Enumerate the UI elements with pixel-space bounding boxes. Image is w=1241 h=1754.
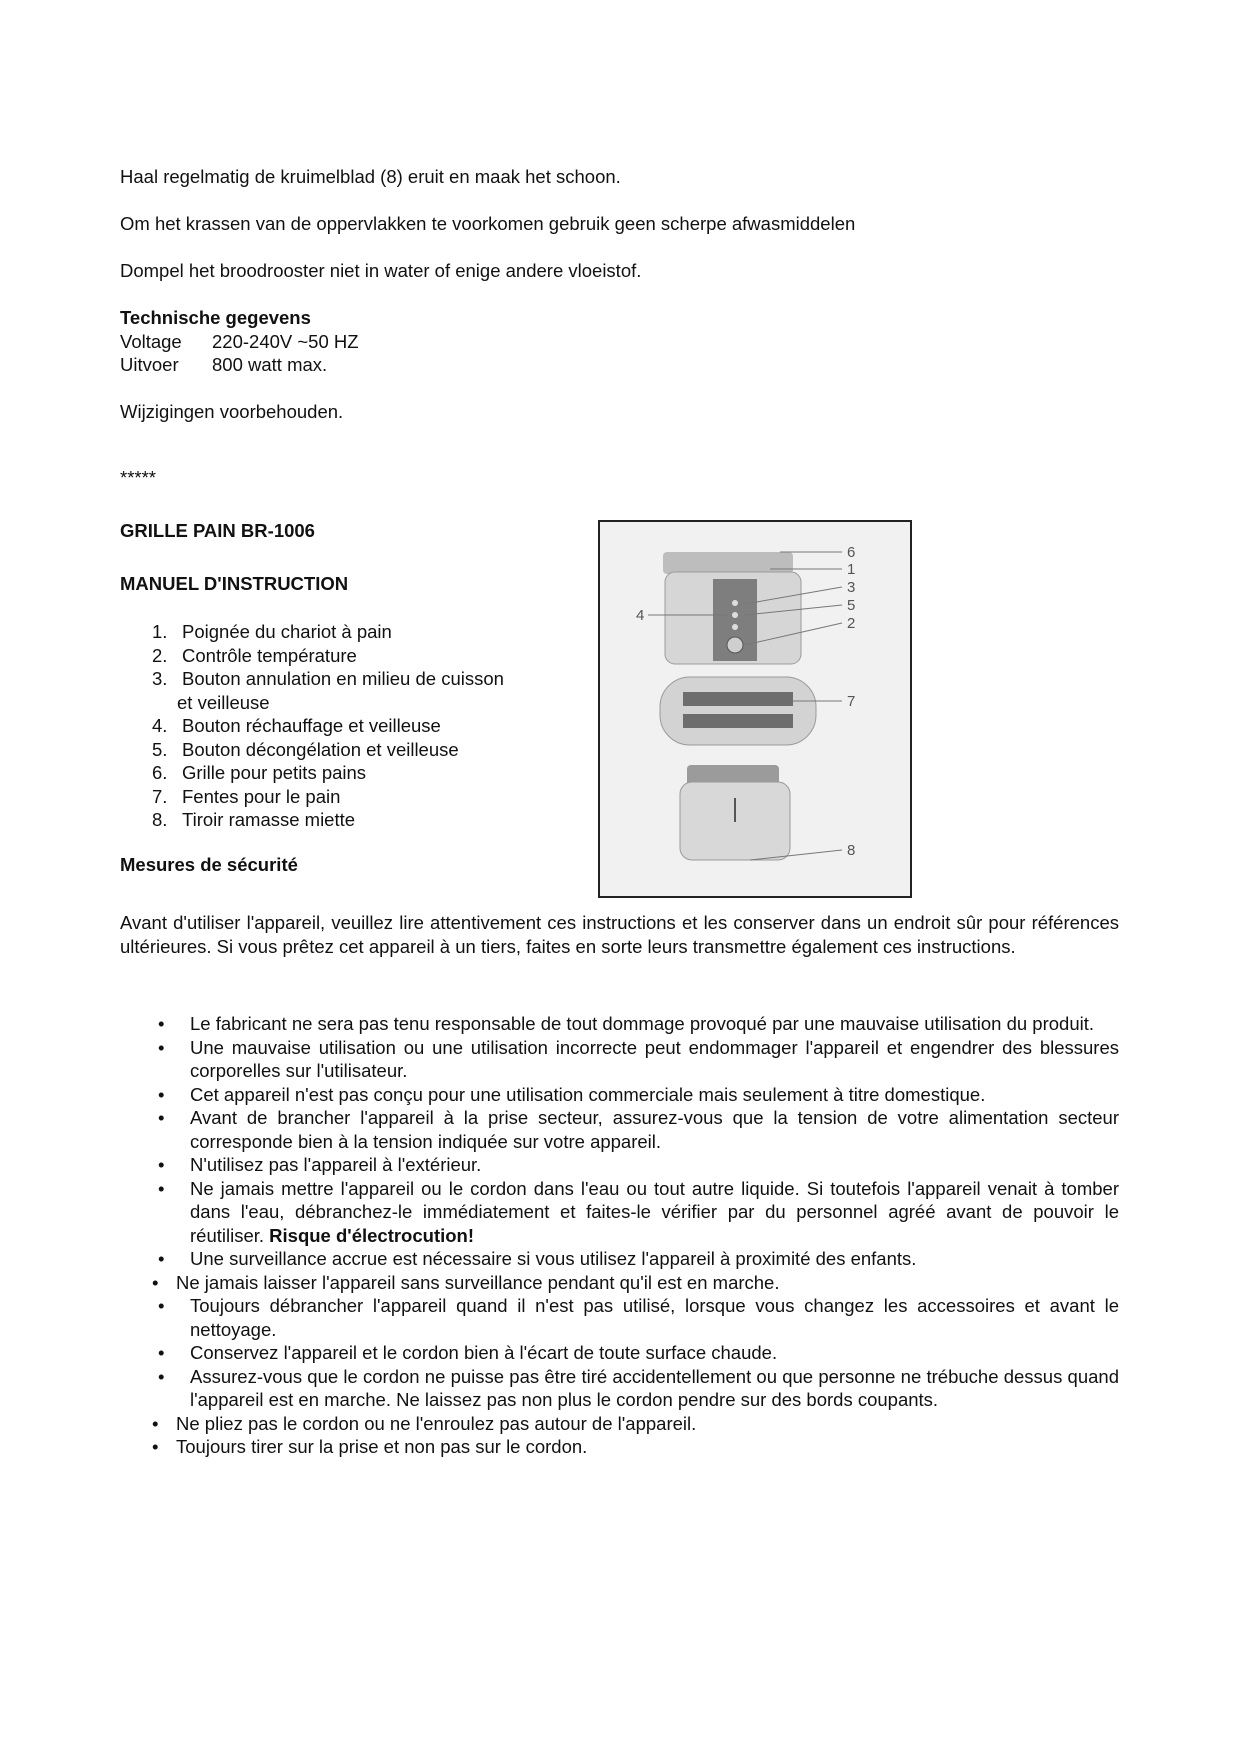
feature-item: 5. Bouton décongélation et veilleuse [152, 738, 459, 760]
dutch-line-scratches: Om het krassen van de oppervlakken te voorkomen gebruik geen scherpe afwasmiddelen [120, 213, 856, 234]
safety-item: • Conservez l'appareil et le cordon bien à l'écart de toute surface chaude. [158, 1342, 778, 1363]
spec-voltage-label: Voltage [120, 330, 182, 352]
safety-item: • Une mauvaise utilisation ou une utilisation incorrecte peut endommager l'appareil et engendrer des blessures corporelles sur l'utilisateur. [158, 1036, 1119, 1081]
toaster-illustration [600, 522, 910, 896]
dutch-line-crumb-tray: Haal regelmatig de kruimelblad (8) eruit en maak het schoon. [120, 166, 621, 187]
bread-slot-shape [683, 692, 793, 706]
safety-item: • Le fabricant ne sera pas tenu responsable de tout dommage provoqué par une mauvaise utilisation du produit. [158, 1013, 1094, 1034]
callout-number: 5 [847, 597, 856, 614]
feature-item: 8. Tiroir ramasse miette [152, 809, 356, 830]
feature-item: 7. Fentes pour le pain [152, 785, 341, 807]
safety-item: • N'utilisez pas l'appareil à l'extérieur. [158, 1154, 482, 1175]
callout-number: 2 [847, 615, 856, 632]
bread-slot-shape [683, 714, 793, 728]
feature-item: 2. Contrôle température [152, 644, 357, 666]
callout-number: 1 [847, 561, 856, 578]
spec-output [120, 353, 359, 377]
spec-output-label: Uitvoer [120, 354, 179, 375]
safety-item: • Ne jamais laisser l'appareil sans surveillance pendant qu'il est en marche. [152, 1271, 780, 1293]
toaster-diagram [598, 520, 912, 898]
spec-voltage-value: 220-240V ~50 HZ [212, 330, 359, 352]
safety-item: • Toujours débrancher l'appareil quand il n'est pas utilisé, lorsque vous changez les accessoires et avant le nettoyage. [158, 1295, 1119, 1340]
safety-item: • Une surveillance accrue est nécessaire si vous utilisez l'appareil à proximité des enfants. [158, 1248, 917, 1269]
safety-intro-paragraph: Avant d'utiliser l'appareil, veuillez lire attentivement ces instructions et les conserver dans un endroit sûr pour références ultérieures. Si vous prêtez cet appareil à un tiers, faites en sorte leurs transmettre également ces instructions. [120, 912, 1119, 957]
spec-voltage [120, 330, 359, 354]
safety-item: • Assurez-vous que le cordon ne puisse pas être tiré accidentellement ou que personne ne trébuche dessus quand l'appareil est en marche. Ne laissez pas non plus le cordon pendre sur des bords coupants. [158, 1365, 1119, 1410]
safety-heading: Mesures de sécurité [120, 854, 298, 875]
safety-item: • Cet appareil n'est pas conçu pour une utilisation commerciale mais seulement à titre domestique. [158, 1083, 986, 1105]
feature-item-continuation: et veilleuse [177, 691, 270, 713]
tech-heading: Technische gegevens [120, 307, 311, 328]
toaster-top-handle-shape [663, 552, 793, 574]
callout-number: 8 [847, 842, 856, 859]
spec-output-value: 800 watt max. [212, 354, 328, 375]
temperature-dial-shape [727, 637, 743, 653]
callout-number: 4 [636, 607, 645, 624]
safety-item: • Avant de brancher l'appareil à la prise secteur, assurez-vous que la tension de votre alimentation secteur corresponde bien à la tension indiquée sur votre appareil. [158, 1107, 1119, 1152]
feature-list [152, 620, 504, 832]
dutch-changes-reserved: Wijzigingen voorbehouden. [120, 401, 344, 422]
callout-number: 7 [847, 693, 856, 710]
safety-list [152, 1012, 1119, 1459]
product-title: GRILLE PAIN BR-1006 [120, 520, 315, 541]
dutch-line-water: Dompel het broodrooster niet in water of enige andere vloeistof. [120, 260, 642, 281]
safety-item: • Ne jamais mettre l'appareil ou le cordon dans l'eau ou tout autre liquide. Si toutefois l'appareil venait à tomber dans l'eau, débranchez-le immédiatement et faites-le vérifier par du personnel agréé avant de pouvoir le réutiliser. Risque d'électrocution! [158, 1177, 1119, 1246]
feature-item: 3. Bouton annulation en milieu de cuisson [152, 668, 504, 689]
safety-item: • Toujours tirer sur la prise et non pas sur le cordon. [152, 1436, 588, 1457]
callout-number: 6 [847, 544, 856, 561]
feature-item: 1. Poignée du chariot à pain [152, 621, 392, 642]
section-separator: ***** [120, 467, 156, 488]
callout-number: 3 [847, 579, 856, 596]
manual-heading: MANUEL D'INSTRUCTION [120, 573, 349, 594]
safety-item: • Ne pliez pas le cordon ou ne l'enroulez pas autour de l'appareil. [152, 1412, 697, 1434]
electrocution-warning: Risque d'électrocution! [269, 1224, 475, 1246]
feature-item: 6. Grille pour petits pains [152, 762, 367, 783]
feature-item: 4. Bouton réchauffage et veilleuse [152, 715, 441, 736]
tech-specs [120, 306, 359, 377]
